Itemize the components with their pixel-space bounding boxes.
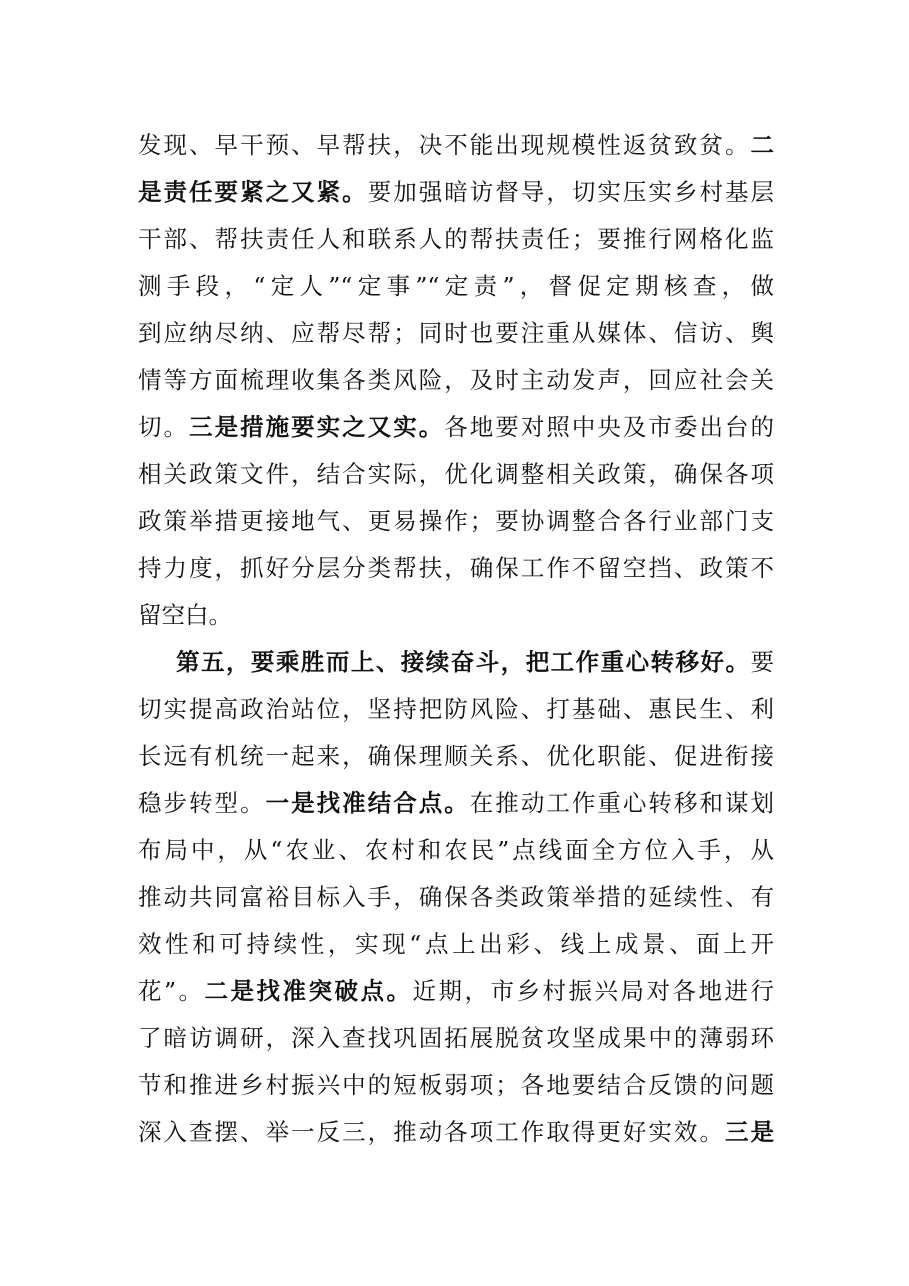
- text-line: [138, 501, 774, 541]
- text-line: [176, 642, 774, 682]
- text-run: 干部、帮扶责任人和联系人的帮扶责任；要推行网格化监: [138, 225, 774, 253]
- text-run: 推动共同富裕目标入手，确保各类政策举措的延续性、有: [138, 883, 774, 911]
- text-run: 节和推进乡村振兴中的短板弱项；各地要结合反馈的问题: [138, 1071, 774, 1099]
- text-line: [138, 360, 774, 400]
- text-run: 持力度，抓好分层分类帮扶，确保工作不留空挡、政策不: [138, 554, 774, 582]
- text-line: [138, 924, 774, 964]
- text-run: 稳步转型。: [138, 789, 266, 817]
- text-run: 深入查摆、举一反三，推动各项工作取得更好实效。: [138, 1118, 725, 1146]
- text-line: [138, 595, 774, 635]
- bold-run: 二: [750, 131, 774, 159]
- text-line: [138, 1065, 774, 1105]
- bold-run: 三是: [724, 1118, 775, 1146]
- text-line: [138, 219, 774, 259]
- text-run: 切实提高政治站位，坚持把防风险、打基础、惠民生、利: [138, 695, 774, 723]
- bold-run: 三是措施要实之又实。: [189, 413, 445, 441]
- text-run: 布局中，从“农业、农村和农民”点线面全方位入手，从: [138, 836, 774, 864]
- text-run: 测手段，“定人”“定事”“定责”，督促定期核查，做: [138, 272, 774, 300]
- text-run: 相关政策文件，结合实际，优化调整相关政策，确保各项: [138, 460, 774, 488]
- text-run: 近期，市乡村振兴局对各地进行: [412, 977, 775, 1005]
- text-line: [138, 783, 774, 823]
- text-run: 切。: [138, 413, 190, 441]
- text-run: 发现、早干预、早帮扶，决不能出现规模性返贫致贫。: [138, 131, 751, 159]
- text-line: [138, 548, 774, 588]
- text-run: 到应纳尽纳、应帮尽帮；同时也要注重从媒体、信访、舆: [138, 319, 774, 347]
- text-run: 情等方面梳理收集各类风险，及时主动发声，回应社会关: [138, 366, 774, 394]
- text-run: 留空白。: [138, 601, 232, 629]
- text-line: [138, 830, 774, 870]
- text-line: [138, 125, 774, 165]
- bold-run: 第五，要乘胜而上、接续奋斗，把工作重心转移好。: [176, 648, 751, 676]
- text-run: 花”。: [138, 977, 205, 1005]
- text-run: 在推动工作重心转移和谋划: [469, 789, 775, 817]
- text-run: 了暗访调研，深入查找巩固拓展脱贫攻坚成果中的薄弱环: [138, 1024, 774, 1052]
- text-run: 长远有机统一起来，确保理顺关系、优化职能、促进衔接: [138, 742, 774, 770]
- text-line: [138, 877, 774, 917]
- text-line: [138, 689, 774, 729]
- text-line: [138, 454, 774, 494]
- bold-run: 是责任要紧之又紧。: [138, 178, 368, 206]
- text-run: 政策举措更接地气、更易操作；要协调整合各行业部门支: [138, 507, 774, 535]
- text-run: 要: [750, 648, 774, 676]
- text-run: 各地要对照中央及市委出台的: [444, 413, 775, 441]
- text-line: [138, 971, 774, 1011]
- text-line: [138, 1018, 774, 1058]
- text-line: [138, 1112, 774, 1152]
- text-line: [138, 313, 774, 353]
- bold-run: 一是找准结合点。: [265, 789, 470, 817]
- text-run: 效性和可持续性，实现“点上出彩、线上成景、面上开: [138, 930, 774, 958]
- text-line: [138, 172, 774, 212]
- text-line: [138, 736, 774, 776]
- text-line: [138, 407, 774, 447]
- bold-run: 二是找准突破点。: [204, 977, 413, 1005]
- text-run: 要加强暗访督导，切实压实乡村基层: [367, 178, 774, 206]
- text-line: [138, 266, 774, 306]
